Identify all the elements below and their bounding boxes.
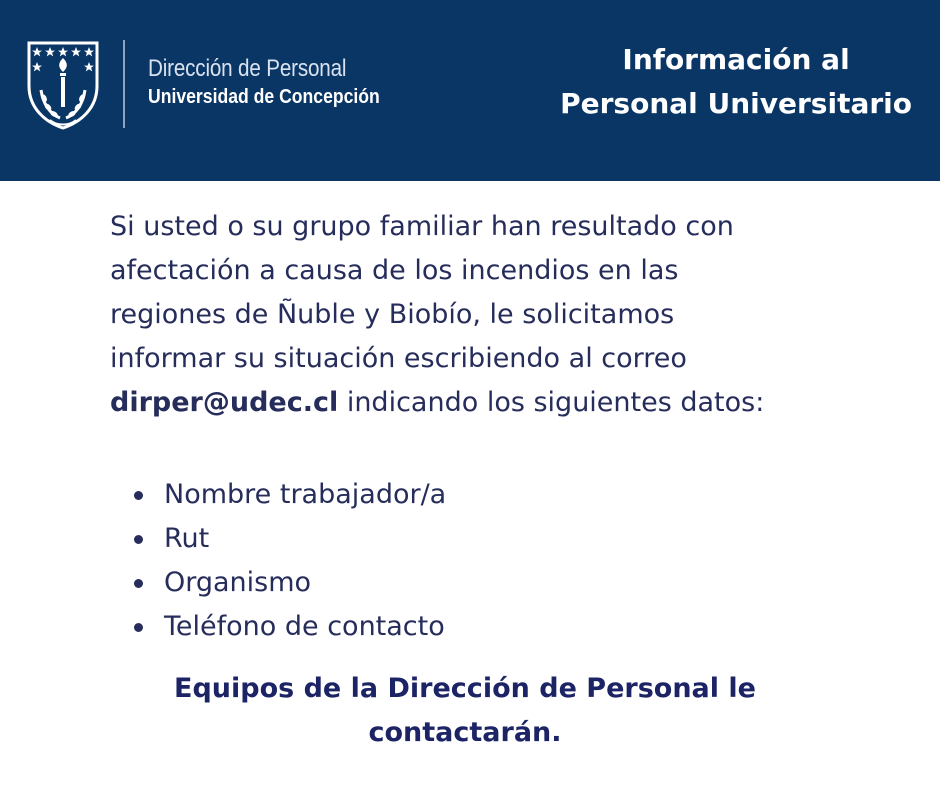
list-item	[130, 517, 446, 561]
intro-line-5-text: indicando los siguientes datos:	[338, 387, 765, 418]
intro-line-2: afectación a causa de los incendios en las	[110, 255, 679, 286]
intro-line-4: informar su situación escribiendo al correo	[110, 343, 687, 374]
list-item-label: Nombre trabajador/a	[164, 479, 447, 510]
page-title	[560, 38, 912, 126]
contact-email: dirper@udec.cl	[110, 387, 339, 418]
list-item-label: Organismo	[164, 567, 312, 598]
title-line-1: Información al	[622, 43, 850, 76]
org-name: Dirección de Personal	[148, 55, 347, 82]
intro-line-3: regiones de Ñuble y Biobío, le solicitamos	[110, 299, 675, 330]
list-item-label: Rut	[164, 523, 210, 554]
header-divider	[123, 40, 125, 128]
list-item-label: Teléfono de contacto	[164, 611, 445, 642]
list-item	[130, 561, 446, 605]
udec-shield-icon	[26, 40, 100, 130]
header-banner	[0, 0, 940, 181]
university-name: Universidad de Concepción	[148, 86, 380, 108]
list-item	[130, 605, 446, 649]
closing-message	[0, 667, 930, 755]
bullet-icon	[134, 491, 143, 500]
title-line-2: Personal Universitario	[560, 87, 912, 120]
intro-line-5	[110, 381, 850, 425]
bullet-icon	[134, 579, 143, 588]
required-fields-list	[130, 473, 446, 649]
list-item	[130, 473, 446, 517]
closing-line-1: Equipos de la Dirección de Personal le	[174, 673, 756, 704]
closing-line-2: contactarán.	[368, 717, 562, 748]
bullet-icon	[134, 535, 143, 544]
bullet-icon	[134, 623, 143, 632]
intro-paragraph	[110, 205, 850, 425]
intro-line-1: Si usted o su grupo familiar han resultado con	[110, 211, 734, 242]
